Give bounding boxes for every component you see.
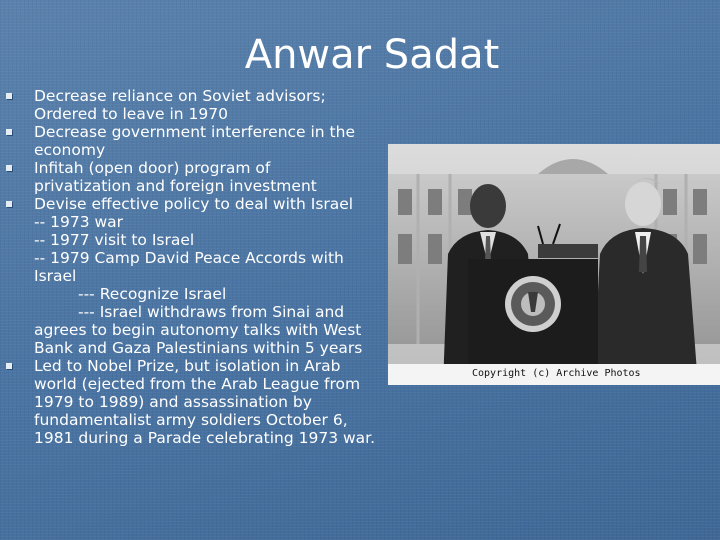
square-bullet-icon [6, 363, 12, 369]
bullet-line: agrees to begin autonomy talks with West [34, 321, 362, 339]
square-bullet-icon [6, 93, 12, 99]
bullet-line: Infitah (open door) program of [34, 159, 271, 177]
bullet-sub-line: --- Israel withdraws from Sinai and [78, 303, 345, 321]
bullet-line: world (ejected from the Arab League from [34, 375, 361, 393]
bullet-item [6, 195, 388, 357]
bullet-line: -- 1973 war [34, 213, 124, 231]
bullet-item [6, 357, 388, 447]
slide-title: Anwar Sadat [244, 32, 500, 78]
bullet-line: Decrease government interference in the [34, 123, 355, 141]
bullet-item [6, 159, 388, 195]
bullet-sub-line: --- Recognize Israel [78, 285, 227, 303]
square-bullet-icon [6, 201, 12, 207]
bullet-line: -- 1979 Camp David Peace Accords with [34, 249, 344, 267]
bullet-line: Led to Nobel Prize, but isolation in Arab [34, 357, 341, 375]
bullet-line: 1981 during a Parade celebrating 1973 war. [34, 429, 376, 447]
bullet-line: economy [34, 141, 106, 159]
bullet-line: Devise effective policy to deal with Israel [34, 195, 354, 213]
bullet-item [6, 87, 388, 123]
archive-photo [388, 144, 720, 385]
bullet-line: -- 1977 visit to Israel [34, 231, 195, 249]
photo-copyright-caption: Copyright (c) Archive Photos [472, 368, 641, 379]
bullet-line: fundamentalist army soldiers October 6, [34, 411, 348, 429]
bullet-list [6, 87, 388, 447]
square-bullet-icon [6, 129, 12, 135]
bullet-line: Bank and Gaza Palestinians within 5 years [34, 339, 363, 357]
bullet-line: 1979 to 1989) and assassination by [34, 393, 312, 411]
press-conference-photo [388, 144, 720, 385]
bullet-item [6, 123, 388, 159]
bullet-line: Ordered to leave in 1970 [34, 105, 228, 123]
square-bullet-icon [6, 165, 12, 171]
bullet-line: privatization and foreign investment [34, 177, 317, 195]
bullet-line: Decrease reliance on Soviet advisors; [34, 87, 326, 105]
bullet-line: Israel [34, 267, 77, 285]
